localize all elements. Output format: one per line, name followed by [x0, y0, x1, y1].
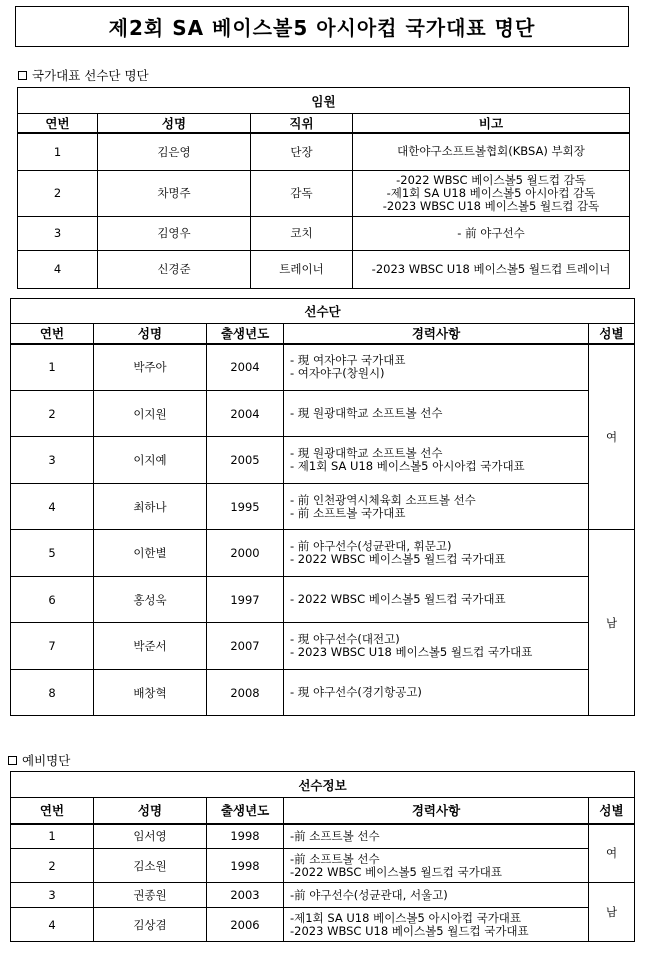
text-line: -前 야구선수(성균관대, 서울고)	[290, 887, 448, 902]
staff-role: 코치	[251, 216, 353, 250]
table-row	[18, 170, 630, 216]
table-row	[11, 577, 635, 623]
row-number: 3	[11, 437, 94, 484]
text-line: -2023 WBSC U18 베이스볼5 월드컵 감독	[382, 198, 600, 213]
section-label-text: 국가대표 선수단 명단	[32, 68, 149, 83]
table-row	[11, 849, 635, 883]
career-cell	[284, 577, 589, 623]
career-cell	[284, 824, 589, 849]
staff-header-note: 비고	[353, 114, 630, 134]
career-cell	[284, 344, 589, 391]
birth-year: 2003	[207, 883, 284, 908]
table-row	[11, 391, 635, 437]
player-name: 박주아	[94, 344, 207, 391]
birth-year: 2006	[207, 908, 284, 942]
reserves-header-gender: 성별	[589, 798, 635, 824]
text-line: -2022 WBSC 베이스볼5 월드컵 감독	[396, 172, 586, 187]
staff-header-name: 성명	[98, 114, 251, 134]
players-table	[10, 298, 635, 716]
staff-name: 차명주	[98, 170, 251, 216]
row-number: 3	[11, 883, 94, 908]
reserves-header-year: 출생년도	[207, 798, 284, 824]
text-line: - 現 원광대학교 소프트볼 선수	[290, 446, 443, 460]
staff-note	[353, 170, 630, 216]
text-line: -前 소프트볼 선수	[290, 828, 380, 843]
staff-name: 김영우	[98, 216, 251, 250]
career-cell	[284, 670, 589, 716]
table-row	[11, 908, 635, 942]
reserves-header-no: 연번	[11, 798, 94, 824]
players-header-career: 경력사항	[284, 324, 589, 344]
text-line: - 現 야구선수(경기항공고)	[290, 685, 422, 699]
text-line: -제1회 SA U18 베이스볼5 아시아컵 감독	[386, 185, 596, 200]
gender-female: 여	[589, 824, 635, 883]
birth-year: 1998	[207, 849, 284, 883]
player-name: 김소원	[94, 849, 207, 883]
row-number: 2	[11, 391, 94, 437]
staff-note	[353, 250, 630, 288]
row-number: 4	[18, 250, 98, 288]
table-row	[11, 670, 635, 716]
player-name: 홍성욱	[94, 577, 207, 623]
birth-year: 2007	[207, 623, 284, 670]
staff-header-role: 직위	[251, 114, 353, 134]
text-line: - 2022 WBSC 베이스볼5 월드컵 국가대표	[290, 592, 506, 606]
table-row	[11, 824, 635, 849]
row-number: 3	[18, 216, 98, 250]
row-number: 8	[11, 670, 94, 716]
career-cell	[284, 437, 589, 484]
row-number: 2	[11, 849, 94, 883]
career-cell	[284, 391, 589, 437]
row-number: 4	[11, 484, 94, 530]
page-title: 제2회 SA 베이스볼5 아시아컵 국가대표 명단	[15, 6, 629, 47]
staff-note	[353, 133, 630, 170]
staff-role: 단장	[251, 133, 353, 170]
reserves-table-caption: 선수정보	[11, 772, 635, 798]
staff-table	[17, 87, 630, 289]
text-line: - 여자야구(창원시)	[290, 366, 385, 381]
players-header-no: 연번	[11, 324, 94, 344]
table-row	[11, 484, 635, 530]
text-line: -2023 WBSC U18 베이스볼5 월드컵 트레이너	[371, 261, 611, 276]
birth-year: 2000	[207, 530, 284, 577]
row-number: 1	[18, 133, 98, 170]
section-label-text: 예비명단	[22, 753, 71, 768]
text-line: -前 소프트볼 선수	[290, 851, 380, 866]
reserves-table	[10, 771, 635, 942]
table-row	[11, 883, 635, 908]
row-number: 1	[11, 824, 94, 849]
row-number: 6	[11, 577, 94, 623]
section-label-national-team	[18, 66, 149, 84]
text-line: -2023 WBSC U18 베이스볼5 월드컵 국가대표	[290, 923, 529, 938]
staff-table-caption: 임원	[18, 88, 630, 114]
row-number: 1	[11, 344, 94, 391]
staff-name: 김은영	[98, 133, 251, 170]
birth-year: 1998	[207, 824, 284, 849]
checkbox-icon	[18, 71, 27, 80]
table-row	[11, 344, 635, 391]
player-name: 이지예	[94, 437, 207, 484]
row-number: 7	[11, 623, 94, 670]
career-cell	[284, 530, 589, 577]
text-line: -2022 WBSC 베이스볼5 월드컵 국가대표	[290, 864, 502, 879]
birth-year: 2005	[207, 437, 284, 484]
text-line: - 前 인천광역시체육회 소프트볼 선수	[290, 492, 476, 507]
birth-year: 2004	[207, 391, 284, 437]
table-row	[11, 530, 635, 577]
players-header-gender: 성별	[589, 324, 635, 344]
staff-role: 감독	[251, 170, 353, 216]
player-name: 이한별	[94, 530, 207, 577]
player-name: 배창혁	[94, 670, 207, 716]
players-header-year: 출생년도	[207, 324, 284, 344]
text-line: -제1회 SA U18 베이스볼5 아시아컵 국가대표	[290, 910, 522, 925]
row-number: 4	[11, 908, 94, 942]
section-label-reserves	[8, 751, 70, 769]
reserves-header-name: 성명	[94, 798, 207, 824]
text-line: - 前 소프트볼 국가대표	[290, 505, 406, 520]
text-line: - 現 원광대학교 소프트볼 선수	[290, 406, 443, 420]
career-cell	[284, 484, 589, 530]
table-row	[18, 216, 630, 250]
birth-year: 2004	[207, 344, 284, 391]
row-number: 5	[11, 530, 94, 577]
career-cell	[284, 883, 589, 908]
text-line: - 제1회 SA U18 베이스볼5 아시아컵 국가대표	[290, 459, 525, 473]
career-cell	[284, 908, 589, 942]
checkbox-icon	[8, 756, 17, 765]
text-line: - 2022 WBSC 베이스볼5 월드컵 국가대표	[290, 552, 506, 566]
player-name: 이지원	[94, 391, 207, 437]
player-name: 김상겸	[94, 908, 207, 942]
birth-year: 1995	[207, 484, 284, 530]
text-line: - 現 여자야구 국가대표	[290, 353, 406, 368]
players-header-name: 성명	[94, 324, 207, 344]
staff-note	[353, 216, 630, 250]
text-line: - 2023 WBSC U18 베이스볼5 월드컵 국가대표	[290, 645, 533, 659]
birth-year: 1997	[207, 577, 284, 623]
text-line: - 前 야구선수(성균관대, 휘문고)	[290, 539, 452, 553]
gender-female: 여	[589, 344, 635, 530]
table-row	[18, 250, 630, 288]
player-name: 최하나	[94, 484, 207, 530]
text-line: - 現 야구선수(대전고)	[290, 632, 400, 646]
text-line: 대한야구소프트볼협회(KBSA) 부회장	[397, 144, 585, 159]
career-cell	[284, 623, 589, 670]
table-row	[11, 437, 635, 484]
players-table-caption: 선수단	[11, 299, 635, 324]
player-name: 임서영	[94, 824, 207, 849]
gender-male: 남	[589, 530, 635, 716]
birth-year: 2008	[207, 670, 284, 716]
text-line: - 前 야구선수	[457, 225, 525, 240]
table-row	[18, 133, 630, 170]
player-name: 박준서	[94, 623, 207, 670]
staff-header-no: 연번	[18, 114, 98, 134]
staff-role: 트레이너	[251, 250, 353, 288]
row-number: 2	[18, 170, 98, 216]
career-cell	[284, 849, 589, 883]
gender-male: 남	[589, 883, 635, 942]
player-name: 권종원	[94, 883, 207, 908]
reserves-header-career: 경력사항	[284, 798, 589, 824]
table-row	[11, 623, 635, 670]
staff-name: 신경준	[98, 250, 251, 288]
